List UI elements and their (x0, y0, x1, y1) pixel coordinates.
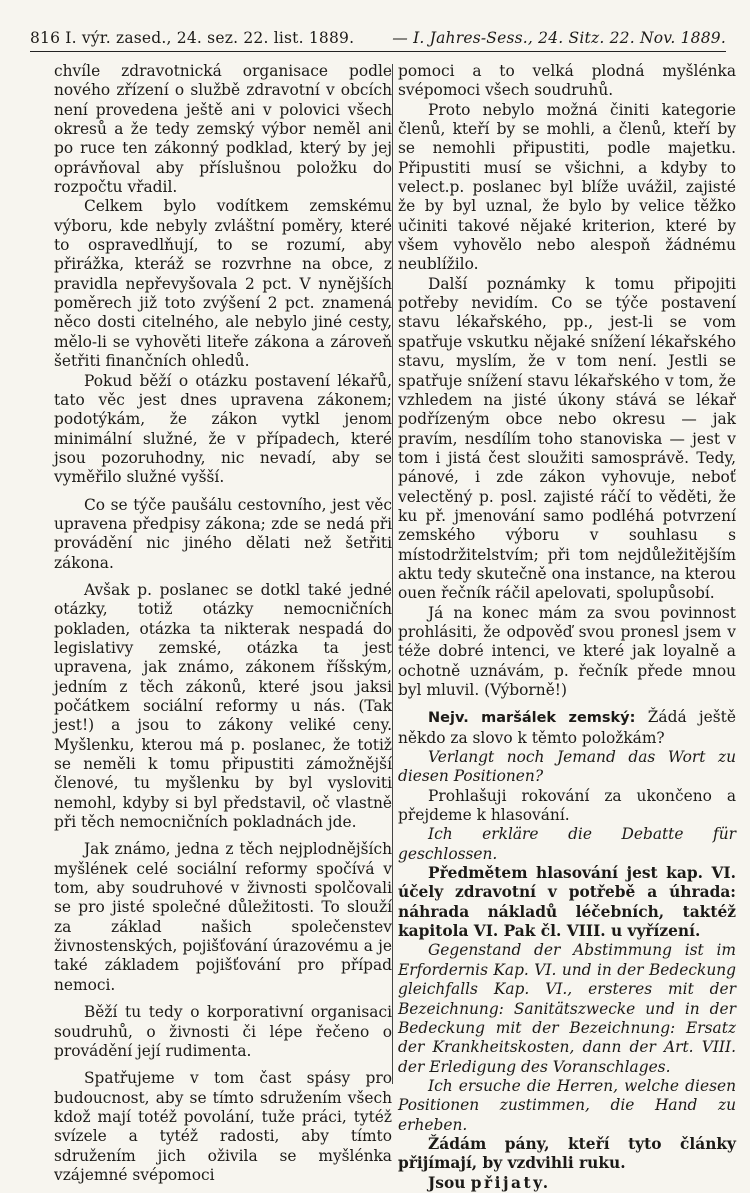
result-label: Jsou (428, 1173, 466, 1192)
paragraph: Další poznámky k tomu připojiti potřeby nevidím. Co se týče postavení stavu lékařského, pp., jest-li se vom spatřuje vskutku nějaké snížení lékařského stavu, myslím, že v tom není. Jestli se spatřuje snížení stavu lékařského v tom, že vzhledem na jisté úkony stává se lékař podřízeným obce nebo okresu — jak pravím, nesdílím toho stanoviska — jest v tom i jistá čest sloužiti samosprávě. Tedy, pánové, i zde zákon vyhovuje, neboť velectěný p. posl. zajisté ráčí to věděti, že ku př. jmenování samo podléhá potvrzení zemského výboru v souhlasu s místodržitelstvím; při tom nejdůležitějším aktu tedy skutečně ona instance, na kterou ouen řečník ráčil apelovati, spolupůsobí. (398, 274, 736, 603)
paragraph-german: Gegenstand der Abstimmung ist im Erfordernis Kap. VI. und in der Bedeckung gleichfalls Kap. VI., ersteres mit der Bezeichnung: Sanitätszwecke und in der Bedeckung mit der Bezeichnung: Ersatz der Krankheitskosten, dann der Art. VIII. der Erledigung des Voranschlages. (398, 941, 736, 1076)
paragraph: Prohlašuji rokování za ukončeno a přejdeme k hlasování. (398, 786, 736, 825)
paragraph: Proto nebylo možná činiti kategorie členů, kteří by se mohli, a členů, kteří by se nemohli připustiti, podle majetku. Připustiti musí se všichni, a kdyby to velect.p. poslanec byl blíže uvážil, zajisté že by byl uznal, že bylo by velice těžko učiniti takové nějaké kriterion, které by všem vyhovělo nebo alespoň žádnému neublížilo. (398, 100, 736, 274)
running-header (30, 22, 726, 52)
speaker-name: Nejv. maršálek zemský: (428, 710, 636, 727)
column-divider (392, 64, 393, 1084)
paragraph-german: Verlangt noch Jemand das Wort zu diesen Positionen? (398, 748, 736, 786)
paragraph: chvíle zdravotnická organisace podle nového zřízení o službě zdravotní v obcích není provedena ještě ani v polovici všech okresů a že tedy zemský výbor neměl ani po ruce ten zákonný podklad, který by jej oprávňoval aby příslušnou položku do rozpočtu vřadil. (54, 62, 392, 197)
paragraph: pomoci a to velká plodná myšlénka svépomoci všech soudruhů. (398, 62, 736, 100)
paragraph: Jak známo, jedna z těch nejplodnějších myšlének celé sociální reformy spočívá v tom, aby soudruhové v živnosti spolčovali se pro jisté společné důležitosti. To slouží za základ našich společenstev živnostenských, pojišťování úrazovému a je také základem pojišťování pro případ nemoci. (54, 840, 392, 994)
paragraph: Pokud běží o otázku postavení lékařů, tato věc jest dnes upravena zákonem; podotýkám, že zákon vytkl jenom minimální služné, že v případech, které jsou pozoruhodny, nic nevadí, aby se vyměřilo služné vyšší. (54, 371, 392, 487)
paragraph: Co se týče paušálu cestovního, jest věc upravena předpisy zákona; zde se nedá při provádění nic jiného dělati než šetřiti zákona. (54, 495, 392, 572)
paragraph: Spatřujeme v tom čast spásy pro budoucnost, aby se tímto sdružením všech kdož mají totéž povolání, tuže práci, tytéž svízele a tytéž radosti, aby tímto sdružením jich oživila se myšlénka vzájemné svépomoci (54, 1069, 392, 1184)
paragraph-german: Ich erkläre die Debatte für geschlossen. (398, 825, 736, 863)
paragraph: Já na konec mám za svou povinnost prohlásiti, že odpověď svou pronesl jsem v téže dobré intenci, ve které jak loyalně a ochotně uznávám, p. řečník přede mnou byl mluvil. (Výborně!) (398, 603, 736, 699)
paragraph: Předmětem hlasování jest kap. VI. účely zdravotní v potřebě a úhrada: náhrada nákladů léčebních, taktéž kapitola VI. Pak čl. VIII. u vyřízení. (398, 864, 736, 941)
paragraph-german: Ich ersuche die Herren, welche diesen Positionen zustimmen, die Hand zu erheben. (398, 1076, 736, 1134)
speaker-paragraph (398, 708, 736, 748)
right-column (398, 62, 736, 1193)
header-right: — I. Jahres-Sess., 24. Sitz. 22. Nov. 1889. (392, 29, 726, 47)
result-paragraph (398, 1174, 736, 1193)
speaker-text: Žádá ještě někdo za slovo k těmto položkám? (398, 708, 736, 747)
left-column (54, 62, 392, 1185)
header-left: 816 I. výr. zased., 24. sez. 22. list. 1889. (30, 29, 355, 47)
paragraph: Celkem bylo vodítkem zemskému výboru, kde nebyly zvláštní poměry, které to ospravedlňují, to se rozumí, aby přirážka, kteráž se rozvrhne na obce, z pravidla nepřevyšovala 2 pct. V nynějších poměrech již toto zvýšení 2 pct. znamená něco dosti citelného, ale nebylo jiné cesty, mělo-li se vyhověti liteře zákona a zároveň šetřiti finančních ohledů. (54, 197, 392, 371)
paragraph: Avšak p. poslanec se dotkl také jedné otázky, totiž otázky nemocničních pokladen, otázka ta nikterak nespadá do legislativy zemské, otázka ta jest upravena, jak známo, zákonem říšským, jedním z těch zákonů, které jsou jaksi počátkem sociální reformy u nás. (Tak jest!) a jsou to zákony veliké ceny. Myšlenku, kterou má p. poslanec, že totiž se neměli k tomu připustiti zámožnější členové, tu myšlenku by byl vysloviti nemohl, kdyby si byl představil, oč vlastně při těch nemocničních pokladnách jde. (54, 580, 392, 832)
result-value: přijaty. (470, 1173, 551, 1192)
paragraph: Žádám pány, kteří tyto články přijímají, by vzdvihli ruku. (398, 1134, 736, 1173)
paragraph: Běží tu tedy o korporativní organisaci soudruhů, o živnosti či lépe řečeno o provádění její rudimenta. (54, 1003, 392, 1060)
